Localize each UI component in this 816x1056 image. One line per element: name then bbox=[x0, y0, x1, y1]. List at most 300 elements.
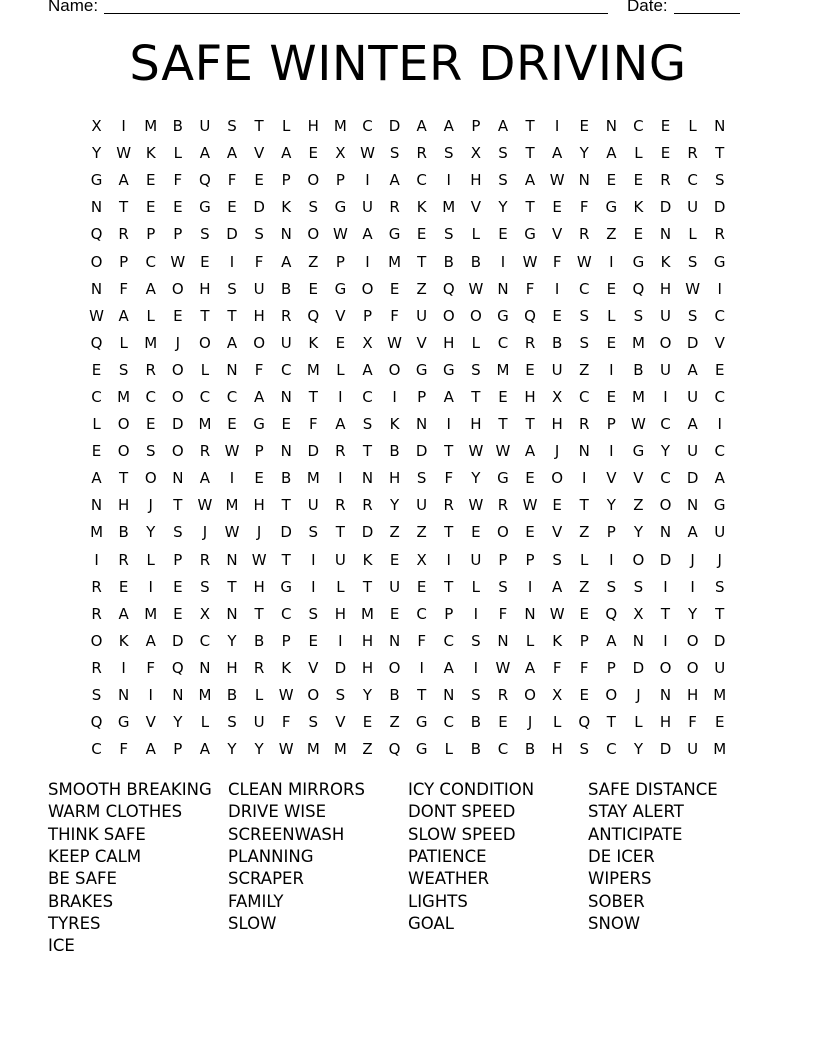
grid-letter: W bbox=[495, 658, 511, 677]
grid-letter: D bbox=[659, 740, 672, 759]
grid-letter: C bbox=[443, 713, 454, 732]
grid-letter: Q bbox=[578, 713, 591, 732]
grid-letter: N bbox=[90, 496, 103, 515]
word-list-item: STAY ALERT bbox=[588, 802, 684, 822]
grid-letter: U bbox=[687, 442, 699, 461]
grid-letter: X bbox=[552, 387, 563, 406]
grid-letter: E bbox=[389, 550, 400, 569]
grid-letter: W bbox=[251, 550, 267, 569]
grid-letter: W bbox=[197, 496, 213, 515]
grid-letter: O bbox=[307, 686, 320, 705]
grid-letter: O bbox=[632, 550, 645, 569]
grid-letter: W bbox=[495, 442, 511, 461]
grid-letter: K bbox=[362, 550, 373, 569]
grid-letter: T bbox=[444, 523, 454, 542]
grid-letter: N bbox=[361, 469, 374, 488]
grid-letter: R bbox=[145, 360, 156, 379]
grid-letter: M bbox=[361, 604, 374, 623]
grid-letter: I bbox=[311, 577, 316, 596]
grid-letter: I bbox=[609, 550, 614, 569]
grid-letter: M bbox=[496, 360, 510, 379]
grid-letter: A bbox=[552, 577, 563, 596]
grid-letter: S bbox=[606, 577, 617, 596]
grid-letter: E bbox=[416, 225, 427, 244]
grid-letter: C bbox=[497, 740, 509, 759]
grid-letter: M bbox=[117, 387, 131, 406]
word-list-item: DRIVE WISE bbox=[228, 802, 327, 822]
grid-letter: K bbox=[389, 415, 400, 434]
grid-letter: T bbox=[281, 550, 291, 569]
grid-letter: C bbox=[226, 387, 238, 406]
grid-letter: E bbox=[714, 713, 725, 732]
grid-letter: E bbox=[91, 360, 102, 379]
grid-letter: Y bbox=[227, 740, 237, 759]
grid-letter: M bbox=[144, 604, 158, 623]
grid-letter: F bbox=[552, 252, 562, 271]
grid-letter: B bbox=[470, 252, 481, 271]
grid-letter: B bbox=[389, 686, 400, 705]
grid-letter: N bbox=[659, 225, 672, 244]
grid-letter: R bbox=[687, 144, 698, 163]
grid-letter: M bbox=[442, 198, 456, 217]
grid-row bbox=[83, 736, 733, 763]
grid-letter: F bbox=[579, 198, 589, 217]
grid-letter: P bbox=[281, 631, 291, 650]
grid-letter: G bbox=[415, 740, 428, 759]
word-list-item: WEATHER bbox=[408, 869, 490, 889]
grid-letter: P bbox=[444, 604, 454, 623]
grid-letter: Y bbox=[254, 740, 264, 759]
grid-letter: C bbox=[714, 387, 725, 406]
grid-letter: E bbox=[254, 469, 264, 488]
grid-letter: M bbox=[333, 740, 347, 759]
grid-letter: N bbox=[524, 604, 536, 623]
grid-letter: R bbox=[416, 144, 427, 163]
grid-letter: I bbox=[446, 415, 451, 434]
grid-row bbox=[83, 357, 733, 384]
grid-letter: P bbox=[498, 550, 508, 569]
grid-letter: B bbox=[226, 686, 238, 705]
grid-letter: V bbox=[714, 333, 725, 352]
grid-letter: P bbox=[254, 442, 264, 461]
grid-letter: I bbox=[717, 279, 722, 298]
grid-letter: H bbox=[253, 306, 265, 325]
grid-letter: C bbox=[687, 171, 698, 190]
grid-letter: D bbox=[172, 415, 184, 434]
grid-letter: D bbox=[713, 198, 726, 217]
grid-letter: V bbox=[552, 225, 563, 244]
grid-letter: L bbox=[146, 306, 155, 325]
grid-letter: A bbox=[389, 171, 400, 190]
grid-letter: X bbox=[199, 604, 211, 623]
grid-letter: S bbox=[200, 225, 210, 244]
grid-letter: X bbox=[470, 144, 481, 163]
grid-letter: W bbox=[522, 252, 538, 271]
grid-letter: E bbox=[606, 387, 617, 406]
grid-letter: Z bbox=[633, 496, 644, 515]
word-list-item: SNOW bbox=[588, 913, 641, 933]
grid-letter: E bbox=[118, 577, 129, 596]
grid-letter: S bbox=[335, 686, 346, 705]
grid-letter: D bbox=[659, 550, 672, 569]
grid-letter: I bbox=[609, 442, 614, 461]
word-list-item: SCRAPER bbox=[228, 869, 304, 889]
grid-letter: C bbox=[497, 333, 509, 352]
grid-letter: U bbox=[687, 198, 699, 217]
grid-letter: P bbox=[335, 252, 345, 271]
grid-letter: V bbox=[335, 713, 346, 732]
grid-letter: U bbox=[334, 550, 346, 569]
grid-letter: N bbox=[578, 442, 590, 461]
grid-letter: D bbox=[172, 631, 184, 650]
grid-letter: W bbox=[89, 306, 104, 325]
grid-letter: F bbox=[119, 740, 128, 759]
grid-letter: C bbox=[578, 279, 590, 298]
grid-letter: L bbox=[688, 117, 697, 136]
grid-letter: N bbox=[443, 686, 455, 705]
grid-letter: U bbox=[660, 306, 671, 325]
grid-letter: B bbox=[172, 117, 183, 136]
grid-letter: I bbox=[121, 658, 126, 677]
grid-letter: Q bbox=[199, 171, 211, 190]
grid-letter: S bbox=[308, 713, 319, 732]
grid-letter: R bbox=[335, 442, 346, 461]
grid-letter: G bbox=[632, 252, 645, 271]
grid-letter: E bbox=[606, 333, 617, 352]
grid-letter: L bbox=[634, 144, 643, 163]
grid-letter: A bbox=[524, 658, 536, 677]
grid-row bbox=[83, 547, 733, 574]
grid-letter: E bbox=[145, 171, 156, 190]
grid-letter: N bbox=[118, 686, 130, 705]
grid-letter: A bbox=[199, 469, 211, 488]
grid-letter: E bbox=[660, 144, 671, 163]
grid-letter: E bbox=[714, 360, 725, 379]
grid-letter: J bbox=[690, 550, 695, 569]
grid-letter: A bbox=[443, 658, 454, 677]
grid-letter: N bbox=[714, 117, 726, 136]
word-list-item: SLOW bbox=[228, 913, 277, 933]
grid-letter: Z bbox=[389, 523, 400, 542]
word-list-item: PLANNING bbox=[228, 846, 314, 866]
grid-letter: W bbox=[224, 523, 240, 542]
grid-letter: H bbox=[388, 469, 401, 488]
grid-letter: U bbox=[660, 360, 671, 379]
grid-letter: Q bbox=[171, 658, 184, 677]
grid-letter: S bbox=[362, 415, 373, 434]
grid-letter: R bbox=[335, 496, 346, 515]
grid-letter: W bbox=[576, 252, 592, 271]
grid-letter: H bbox=[551, 740, 563, 759]
grid-letter: Y bbox=[389, 496, 400, 515]
grid-letter: C bbox=[714, 442, 725, 461]
grid-letter: U bbox=[714, 523, 726, 542]
grid-letter: R bbox=[443, 496, 454, 515]
word-list-item: WIPERS bbox=[588, 869, 652, 889]
grid-letter: Y bbox=[146, 523, 156, 542]
grid-letter: B bbox=[281, 279, 292, 298]
grid-letter: A bbox=[443, 117, 454, 136]
grid-letter: A bbox=[606, 144, 617, 163]
grid-letter: E bbox=[200, 252, 210, 271]
grid-letter: W bbox=[468, 279, 484, 298]
grid-letter: Z bbox=[362, 740, 373, 759]
grid-letter: C bbox=[199, 631, 211, 650]
grid-letter: R bbox=[118, 225, 129, 244]
grid-letter: S bbox=[498, 577, 508, 596]
grid-letter: B bbox=[633, 360, 644, 379]
grid-letter: M bbox=[306, 740, 320, 759]
grid-letter: F bbox=[390, 306, 399, 325]
grid-letter: I bbox=[365, 252, 370, 271]
grid-letter: B bbox=[524, 740, 536, 759]
grid-letter: V bbox=[606, 469, 617, 488]
grid-letter: Y bbox=[91, 144, 102, 163]
grid-row bbox=[83, 411, 733, 438]
grid-letter: J bbox=[717, 550, 722, 569]
grid-letter: Q bbox=[524, 306, 536, 325]
grid-letter: R bbox=[497, 686, 509, 705]
grid-letter: A bbox=[443, 387, 454, 406]
grid-letter: R bbox=[118, 550, 129, 569]
word-list-item: THINK SAFE bbox=[48, 824, 146, 844]
word-list-item: ICE bbox=[48, 936, 75, 956]
grid-letter: N bbox=[226, 360, 238, 379]
grid-letter: M bbox=[144, 117, 158, 136]
grid-letter: Y bbox=[498, 198, 508, 217]
word-list-item: SCREENWASH bbox=[228, 824, 345, 844]
grid-letter: E bbox=[579, 686, 589, 705]
grid-letter: J bbox=[202, 523, 208, 542]
grid-letter: S bbox=[714, 577, 725, 596]
word-list-item: SLOW SPEED bbox=[408, 824, 516, 844]
grid-letter: T bbox=[579, 496, 589, 515]
grid-letter: E bbox=[254, 171, 264, 190]
grid-letter: G bbox=[632, 442, 645, 461]
grid-letter: A bbox=[362, 360, 373, 379]
grid-letter: A bbox=[335, 415, 346, 434]
grid-letter: Z bbox=[579, 577, 590, 596]
grid-letter: A bbox=[606, 631, 617, 650]
grid-letter: S bbox=[498, 171, 508, 190]
grid-letter: U bbox=[687, 740, 699, 759]
grid-letter: F bbox=[146, 658, 156, 677]
grid-letter: I bbox=[473, 658, 479, 677]
grid-letter: T bbox=[254, 117, 264, 136]
grid-letter: V bbox=[335, 306, 346, 325]
grid-letter: T bbox=[715, 604, 725, 623]
grid-letter: S bbox=[579, 740, 589, 759]
grid-letter: A bbox=[687, 523, 698, 542]
grid-letter: E bbox=[145, 198, 156, 217]
grid-letter: H bbox=[524, 387, 536, 406]
grid-letter: Y bbox=[633, 523, 643, 542]
grid-letter: C bbox=[416, 171, 427, 190]
grid-letter: X bbox=[335, 144, 346, 163]
grid-letter: T bbox=[308, 387, 318, 406]
grid-letter: V bbox=[253, 144, 265, 163]
word-list-item: BE SAFE bbox=[48, 869, 117, 889]
word-list-item: ICY CONDITION bbox=[408, 780, 535, 799]
grid-letter: N bbox=[659, 686, 672, 705]
grid-letter: M bbox=[631, 333, 645, 352]
grid-letter: O bbox=[388, 658, 401, 677]
grid-letter: N bbox=[172, 686, 184, 705]
grid-letter: F bbox=[444, 469, 454, 488]
grid-letter: I bbox=[94, 550, 99, 569]
grid-letter: E bbox=[227, 415, 237, 434]
grid-letter: Q bbox=[605, 604, 618, 623]
grid-letter: K bbox=[281, 658, 292, 677]
grid-letter: L bbox=[634, 713, 643, 732]
grid-letter: K bbox=[416, 198, 427, 217]
grid-letter: Y bbox=[633, 740, 643, 759]
grid-letter: L bbox=[146, 550, 155, 569]
grid-letter: F bbox=[498, 604, 508, 623]
grid-letter: C bbox=[145, 252, 156, 271]
grid-letter: S bbox=[579, 333, 589, 352]
grid-letter: T bbox=[417, 252, 427, 271]
grid-letter: S bbox=[498, 144, 508, 163]
grid-letter: I bbox=[690, 577, 695, 596]
grid-letter: S bbox=[308, 523, 319, 542]
grid-letter: F bbox=[579, 658, 589, 677]
grid-letter: O bbox=[605, 686, 618, 705]
grid-letter: O bbox=[144, 469, 157, 488]
grid-letter: A bbox=[145, 631, 156, 650]
grid-letter: P bbox=[606, 415, 616, 434]
grid-letter: E bbox=[308, 631, 319, 650]
grid-letter: F bbox=[552, 658, 562, 677]
grid-letter: F bbox=[281, 713, 291, 732]
grid-letter: M bbox=[144, 333, 158, 352]
grid-letter: A bbox=[118, 604, 129, 623]
grid-letter: N bbox=[280, 225, 292, 244]
grid-letter: L bbox=[282, 117, 291, 136]
grid-letter: R bbox=[579, 225, 590, 244]
grid-letter: E bbox=[552, 306, 562, 325]
grid-letter: M bbox=[713, 740, 727, 759]
grid-letter: C bbox=[362, 117, 373, 136]
name-blank-line bbox=[104, 13, 608, 14]
grid-letter: I bbox=[121, 117, 126, 136]
grid-letter: V bbox=[416, 333, 427, 352]
grid-letter: H bbox=[659, 713, 672, 732]
grid-letter: O bbox=[307, 225, 320, 244]
grid-row bbox=[83, 194, 733, 221]
grid-letter: U bbox=[389, 577, 401, 596]
header-fields bbox=[48, 0, 740, 20]
grid-letter: L bbox=[471, 225, 481, 244]
grid-letter: C bbox=[362, 387, 373, 406]
grid-letter: J bbox=[636, 686, 641, 705]
grid-letter: S bbox=[471, 631, 481, 650]
grid-letter: Z bbox=[416, 279, 427, 298]
grid-letter: E bbox=[173, 198, 183, 217]
grid-letter: L bbox=[580, 550, 589, 569]
grid-letter: I bbox=[527, 577, 533, 596]
grid-letter: E bbox=[633, 171, 644, 190]
grid-letter: S bbox=[633, 577, 644, 596]
grid-letter: I bbox=[446, 171, 451, 190]
grid-letter: W bbox=[549, 604, 565, 623]
word-list-item: WARM CLOTHES bbox=[48, 802, 183, 822]
grid-letter: F bbox=[227, 171, 237, 190]
grid-letter: G bbox=[605, 198, 618, 217]
grid-letter: P bbox=[417, 387, 427, 406]
grid-letter: S bbox=[633, 306, 644, 325]
grid-letter: O bbox=[171, 442, 184, 461]
grid-letter: I bbox=[500, 252, 506, 271]
grid-letter: P bbox=[525, 550, 535, 569]
grid-letter: R bbox=[524, 333, 536, 352]
grid-letter: Q bbox=[90, 333, 103, 352]
grid-letter: T bbox=[525, 415, 535, 434]
grid-letter: P bbox=[606, 523, 616, 542]
grid-letter: O bbox=[90, 631, 103, 650]
grid-letter: C bbox=[145, 387, 156, 406]
grid-letter: O bbox=[659, 658, 672, 677]
grid-letter: T bbox=[119, 469, 129, 488]
grid-letter: N bbox=[497, 279, 509, 298]
grid-letter: X bbox=[91, 117, 102, 136]
grid-letter: L bbox=[254, 686, 264, 705]
grid-letter: R bbox=[497, 496, 509, 515]
grid-letter: V bbox=[470, 198, 481, 217]
grid-letter: T bbox=[471, 387, 481, 406]
grid-letter: N bbox=[388, 631, 401, 650]
grid-row bbox=[83, 113, 733, 140]
grid-row bbox=[83, 682, 733, 709]
grid-letter: O bbox=[171, 387, 184, 406]
grid-letter: Z bbox=[579, 523, 590, 542]
grid-letter: H bbox=[118, 496, 130, 515]
grid-letter: A bbox=[552, 144, 563, 163]
grid-letter: U bbox=[361, 198, 373, 217]
grid-letter: E bbox=[498, 387, 508, 406]
grid-letter: G bbox=[253, 415, 265, 434]
grid-row bbox=[83, 276, 733, 303]
grid-letter: E bbox=[498, 713, 508, 732]
grid-letter: O bbox=[659, 496, 672, 515]
grid-letter: P bbox=[281, 171, 291, 190]
grid-letter: R bbox=[199, 550, 211, 569]
grid-letter: Q bbox=[632, 279, 645, 298]
grid-letter: D bbox=[307, 442, 320, 461]
grid-letter: G bbox=[524, 225, 536, 244]
grid-letter: O bbox=[253, 333, 266, 352]
grid-letter: P bbox=[606, 658, 616, 677]
grid-letter: G bbox=[415, 713, 428, 732]
grid-letter: E bbox=[308, 279, 319, 298]
grid-letter: Y bbox=[227, 631, 237, 650]
grid-letter: N bbox=[90, 279, 103, 298]
grid-letter: P bbox=[471, 117, 481, 136]
grid-letter: P bbox=[173, 740, 183, 759]
grid-letter: E bbox=[389, 279, 400, 298]
grid-letter: U bbox=[416, 496, 428, 515]
grid-letter: H bbox=[443, 333, 455, 352]
grid-letter: U bbox=[253, 279, 265, 298]
grid-letter: J bbox=[175, 333, 181, 352]
grid-letter: F bbox=[525, 279, 535, 298]
grid-letter: S bbox=[118, 360, 129, 379]
grid-letter: N bbox=[416, 415, 428, 434]
grid-letter: S bbox=[227, 279, 237, 298]
grid-letter: P bbox=[335, 171, 345, 190]
grid-letter: N bbox=[280, 442, 292, 461]
grid-letter: E bbox=[173, 577, 183, 596]
